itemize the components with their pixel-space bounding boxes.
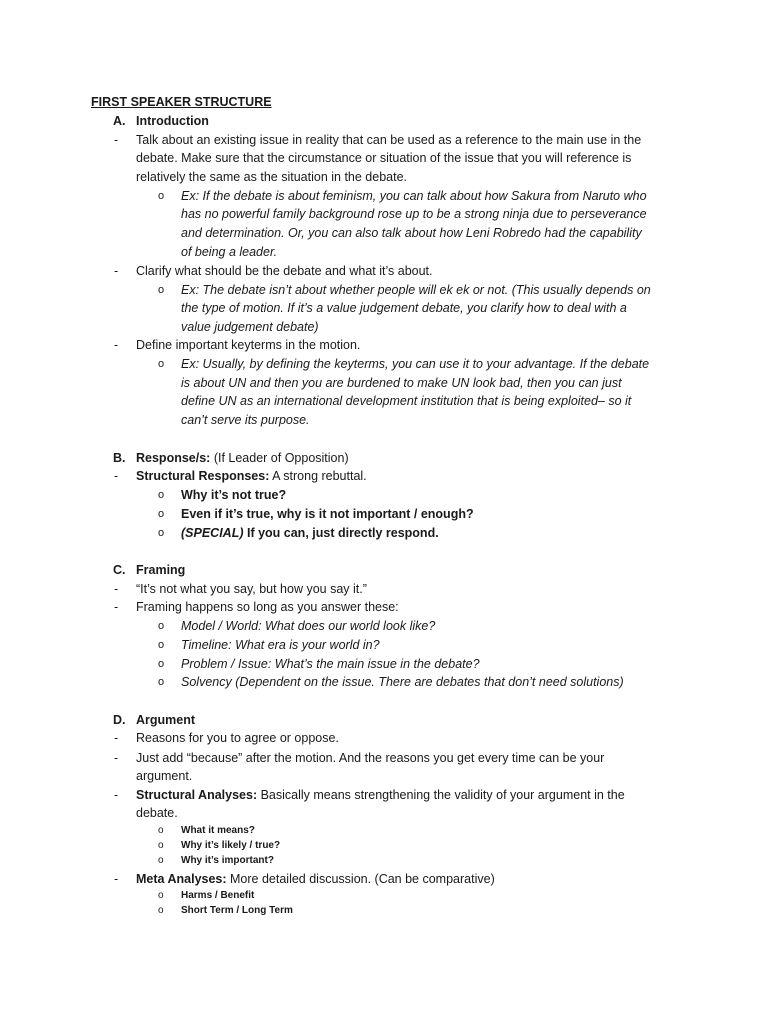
section-c-p1: “It’s not what you say, but how you say it.” (136, 582, 367, 596)
section-d-p4-label: Meta Analyses: (136, 872, 227, 886)
section-b-p1-label: Structural Responses: (136, 469, 270, 483)
section-a-p1-sub-line: and determination. Or, you can also talk about how Leni Robredo had the capability (181, 226, 642, 240)
circle-bullet: o (158, 676, 165, 688)
section-a-p3-sub-line: is about UN and then you are burdened to make UN look bad, then you can just (181, 376, 622, 390)
section-c-sub: Solvency (Dependent on the issue. There are debates that don’t need solutions) (181, 675, 624, 689)
circle-bullet: o (158, 905, 164, 916)
section-a-p1-sub-line: Ex: If the debate is about feminism, you can talk about how Sakura from Naruto who (181, 189, 647, 203)
section-b-p1-text: A strong rebuttal. (269, 469, 367, 483)
section-b-p1 (136, 467, 367, 486)
circle-bullet: o (158, 840, 164, 851)
section-c-p2: Framing happens so long as you answer these: (136, 600, 399, 614)
section-a-p1-sub-line: has no powerful family background rose up to be a strong ninja due to perseverance (181, 207, 647, 221)
section-a-letter: A. (113, 114, 126, 128)
section-a-p3-sub-line: define UN as an international development institution that is being exploited– so it (181, 394, 632, 408)
section-d-p3-label: Structural Analyses: (136, 788, 258, 802)
section-b-heading-line (136, 449, 349, 468)
section-b-sub-3-tag: (SPECIAL) (181, 526, 244, 540)
section-a-p1-line: relatively the same as the situation in the debate. (136, 170, 407, 184)
section-c-sub: Model / World: What does our world look like? (181, 619, 436, 633)
section-d-letter: D. (113, 713, 126, 727)
circle-bullet: o (158, 527, 165, 539)
section-a-p3-sub-line: can’t serve its purpose. (181, 413, 310, 427)
circle-bullet: o (158, 284, 165, 296)
section-d-p3-text: Basically means strengthening the validity of your argument in the (257, 788, 625, 802)
section-a-p3-sub-line: Ex: Usually, by defining the keyterms, you can use it to your advantage. If the debate (181, 357, 650, 371)
section-a-heading: Introduction (136, 114, 209, 128)
section-a-p2-sub-line: value judgement debate) (181, 320, 319, 334)
section-d-p3-sub: What it means? (181, 825, 255, 836)
document-title: FIRST SPEAKER STRUCTURE (91, 95, 272, 109)
section-a-p2-sub-line: Ex: The debate isn’t about whether people will ek ek or not. (This usually depends on (181, 283, 651, 297)
section-c-sub: Timeline: What era is your world in? (181, 638, 380, 652)
section-c-heading: Framing (136, 563, 186, 577)
section-d-p3 (136, 786, 625, 805)
section-b-letter: B. (113, 451, 126, 465)
section-d-p3-sub: Why it’s important? (181, 855, 274, 866)
section-b-heading-note: (If Leader of Opposition) (210, 451, 349, 465)
section-d-p2-line: argument. (136, 769, 193, 783)
section-d-p4-sub: Harms / Benefit (181, 890, 255, 901)
circle-bullet: o (158, 508, 165, 520)
section-b-sub-2: Even if it’s true, why is it not important / enough? (181, 507, 474, 521)
section-a-p2: Clarify what should be the debate and what it’s about. (136, 264, 433, 278)
dash-bullet: - (114, 872, 119, 886)
circle-bullet: o (158, 855, 164, 866)
circle-bullet: o (158, 190, 165, 202)
section-d-p4-sub: Short Term / Long Term (181, 905, 293, 916)
circle-bullet: o (158, 639, 165, 651)
section-c-sub: Problem / Issue: What’s the main issue in the debate? (181, 657, 480, 671)
section-b-sub-3-text: If you can, just directly respond. (243, 526, 439, 540)
section-a-p2-sub-line: the type of motion. If it’s a value judgement debate, you clarify how to deal with a (181, 301, 627, 315)
dash-bullet: - (114, 338, 119, 352)
section-d-heading: Argument (136, 713, 196, 727)
circle-bullet: o (158, 620, 165, 632)
circle-bullet: o (158, 825, 164, 836)
dash-bullet: - (114, 469, 119, 483)
section-c-letter: C. (113, 563, 126, 577)
dash-bullet: - (114, 600, 119, 614)
dash-bullet: - (114, 731, 119, 745)
section-d-p3-sub: Why it’s likely / true? (181, 840, 281, 851)
circle-bullet: o (158, 658, 165, 670)
section-a-p1-line: Talk about an existing issue in reality that can be used as a reference to the main use in the (136, 133, 642, 147)
dash-bullet: - (114, 788, 119, 802)
circle-bullet: o (158, 489, 165, 501)
circle-bullet: o (158, 890, 164, 901)
dash-bullet: - (114, 582, 119, 596)
section-d-p1: Reasons for you to agree or oppose. (136, 731, 339, 745)
section-d-p4-text: More detailed discussion. (Can be comparative) (226, 872, 495, 886)
section-d-p4 (136, 870, 495, 889)
section-b-sub-3 (181, 524, 439, 543)
section-b-sub-1: Why it’s not true? (181, 488, 287, 502)
section-b-heading: Response/s: (136, 451, 211, 465)
section-d-p2-line: Just add “because” after the motion. And the reasons you get every time can be your (136, 751, 605, 765)
section-d-p3-cont: debate. (136, 806, 178, 820)
dash-bullet: - (114, 264, 119, 278)
dash-bullet: - (114, 133, 119, 147)
section-a-p1-sub-line: of being a leader. (181, 245, 278, 259)
dash-bullet: - (114, 751, 119, 765)
section-a-p1-line: debate. Make sure that the circumstance or situation of the issue that you will reference is (136, 151, 632, 165)
section-a-p3: Define important keyterms in the motion. (136, 338, 361, 352)
circle-bullet: o (158, 358, 165, 370)
